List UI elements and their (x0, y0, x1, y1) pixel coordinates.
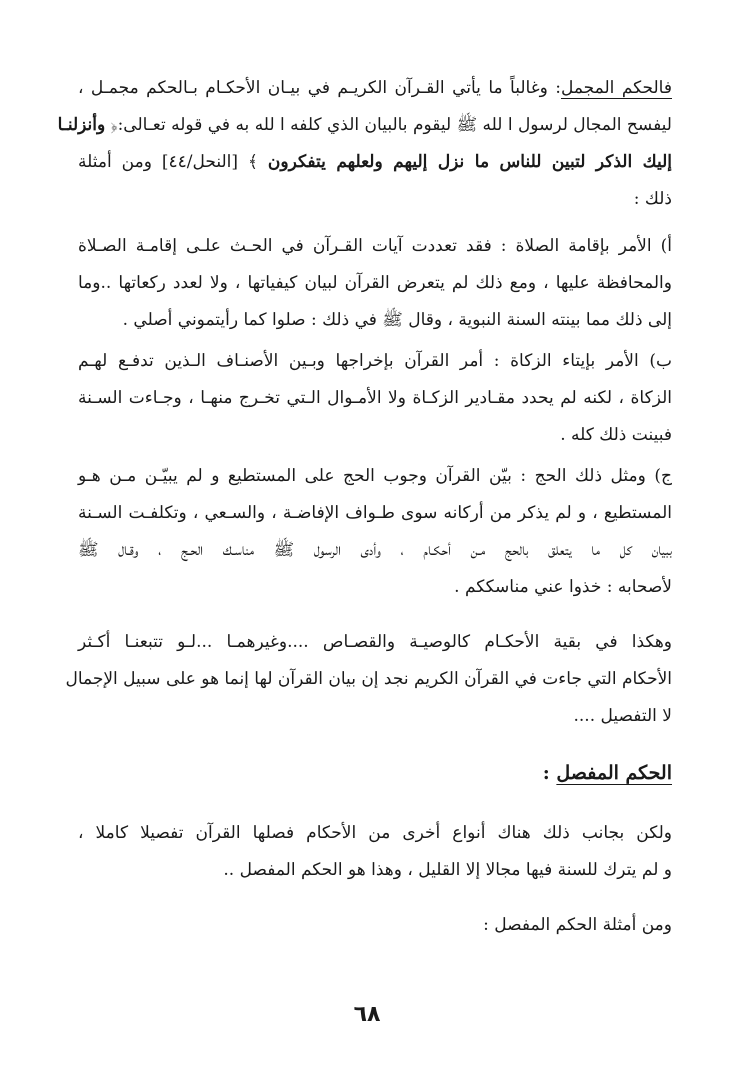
example-c-line-1: ج) ومثل ذلك الحج : بيّن القرآن وجوب الحج على المستطيع و لم يبيّـن مـن هـو (78, 466, 672, 486)
example-b-paragraph (78, 343, 672, 454)
page-body (57, 70, 672, 948)
closing-paragraph (78, 907, 672, 944)
example-a-line-3: إلى ذلك مما بينته السنة النبوية ، وقال ﷺ في ذلك : صلوا كما رأيتموني أصلي . (122, 310, 672, 330)
intro-line-1: فالحكم المجمل: وغالباً ما يأتي القـرآن الكريـم في بيـان الأحكـام بـالحكم مجمـل ، (78, 78, 672, 98)
section-heading: الحكم المفصل : (542, 762, 672, 784)
example-a-line-1: أ) الأمر بإقامة الصلاة : فقد تعددت آيات القـرآن في الحـث علـى إقامـة الصـلاة (78, 236, 672, 256)
example-a-line-2: والمحافظة عليها ، ومع ذلك لم يتعرض القرآن لبيان كيفياتها ، ولا لعدد ركعاتها ..وما (78, 273, 672, 293)
summary-line-3: لا التفصيل .... (573, 706, 672, 726)
example-b-line-1: ب) الأمر بإيتاء الزكاة : أمر القرآن بإخراجها وبـين الأصنـاف الـذين تدفـع لهـم (78, 351, 672, 371)
intro-line-3: إليك الذكر لتبين للناس ما نزل إليهم ولعلهم يتفكرون ﴾ [النحل/٤٤] ومن أمثلة (78, 152, 672, 172)
example-b-line-3: فبينت ذلك كله . (560, 425, 672, 445)
closing-line-1: ومن أمثلة الحكم المفصل : (483, 915, 672, 935)
example-c-line-4: لأصحابه : خذوا عني مناسككم . (454, 577, 672, 597)
example-a-paragraph (78, 228, 672, 339)
summary-line-1: وهكذا في بقية الأحكـام كالوصيـة والقصـاص ....وغيرهمـا ...لـو تتبعنـا أكـثر (78, 632, 672, 652)
section-heading-title: الحكم المفصل (556, 762, 672, 784)
intro-line-4: ذلك : (633, 189, 672, 209)
verse-text: إليك الذكر لتبين للناس ما نزل إليهم ولعلهم يتفكرون (267, 152, 672, 172)
summary-line-2: الأحكام التي جاءت في القرآن الكريم نجد إن بيان القرآن لها إنما هو على سبيل الإجمال (65, 669, 672, 689)
detailed-line-2: و لم يترك للسنة فيها مجالا إلا القليل ، وهذا هو الحكم المفصل .. (223, 860, 672, 880)
example-c-line-3: ببيان كل ما يتعلق بالحج مـن أحكـام ، وأدى الرسول ﷺ مناسـك الحـج ، وقـال ﷺ (78, 540, 672, 560)
summary-paragraph (65, 624, 672, 735)
example-b-line-2: الزكاة ، لكنه لم يحدد مقـادير الزكـاة ولا الأمـوال الـتي تخـرج منهـا ، وجـاءت السـنة (78, 388, 672, 408)
intro-paragraph (57, 70, 672, 218)
term-mujmal: فالحكم المجمل (560, 78, 672, 98)
page-number: ٦٨ (353, 1002, 381, 1027)
detailed-paragraph (78, 815, 672, 889)
verse-text: وأنزلنـا (57, 115, 106, 135)
example-c-paragraph (78, 458, 672, 606)
intro-line-2: ليفسح المجال لرسول ا لله ﷺ ليقوم بالبيان الذي كلفه ا لله به في قوله تعـالى:﴿ وأنزلنـا (57, 115, 672, 135)
example-c-line-2: المستطيع ، و لم يذكر من أركانه سوى طـواف الإفاضـة ، والسـعي ، وتكلفـت السـنة (78, 503, 672, 523)
detailed-line-1: ولكن بجانب ذلك هناك أنواع أخرى من الأحكام فصلها القرآن تفصيلا كاملا ، (78, 823, 672, 843)
